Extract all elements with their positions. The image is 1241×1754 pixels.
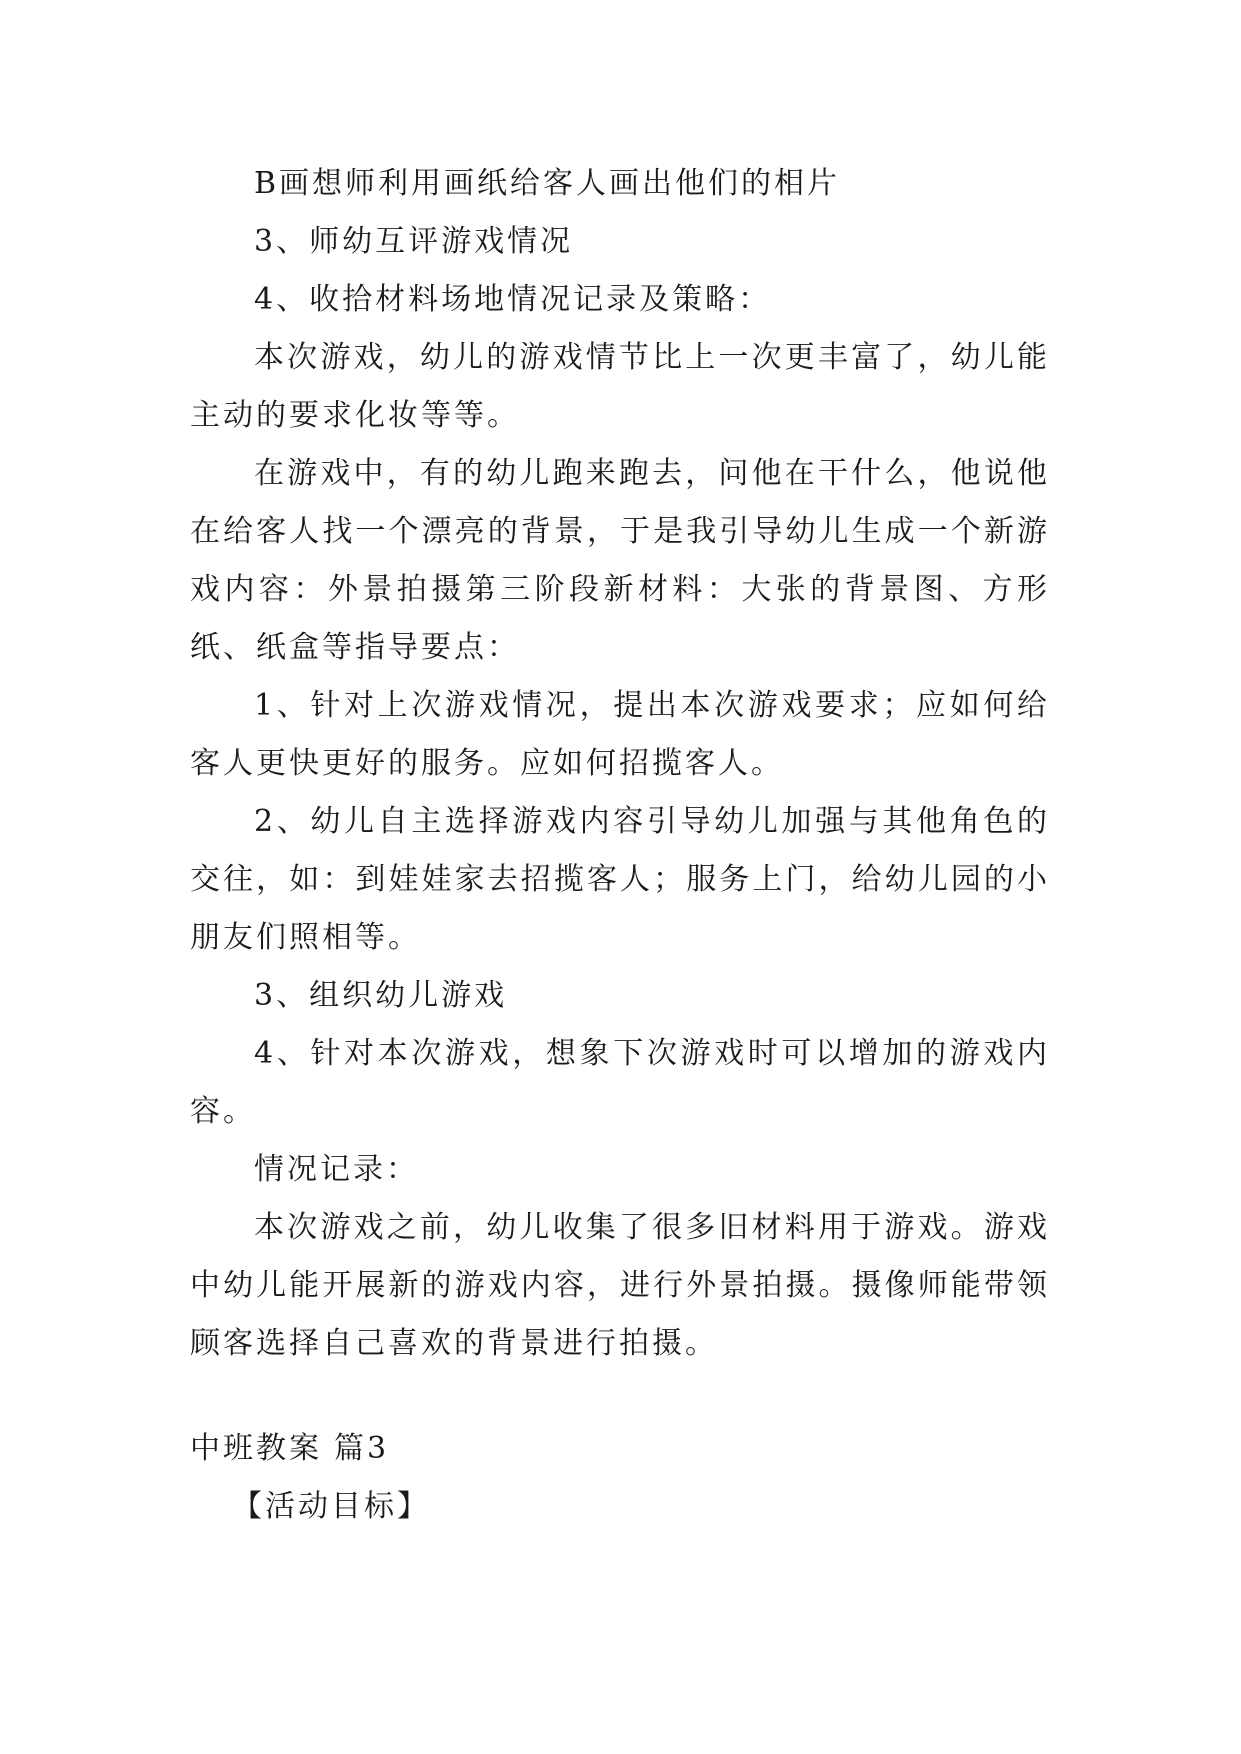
section-number: 篇3 xyxy=(334,1431,390,1466)
paragraph: 情况记录： xyxy=(254,1152,419,1187)
activity-goals-heading: 【活动目标】 xyxy=(232,1489,430,1524)
paragraph: 3、组织幼儿游戏 xyxy=(254,978,508,1013)
section-title: 中班教案 xyxy=(190,1431,322,1466)
paragraph: 在游戏中，有的幼儿跑来跑去，问他在干什么，他说他在给客人找一个漂亮的背景，于是我引导幼儿生成一个新游戏内容：外景拍摄第三阶段新材料：大张的背景图、方形纸、纸盒等指导要点： xyxy=(190,456,1050,665)
paragraph: 1、针对上次游戏情况，提出本次游戏要求；应如何给客人更快更好的服务。应如何招揽客人。 xyxy=(190,688,1050,781)
paragraph: 4、针对本次游戏，想象下次游戏时可以增加的游戏内容。 xyxy=(190,1036,1050,1129)
paragraph: B画想师利用画纸给客人画出他们的相片 xyxy=(254,166,841,201)
paragraph: 2、幼儿自主选择游戏内容引导幼儿加强与其他角色的交往，如：到娃娃家去招揽客人；服务上门，给幼儿园的小朋友们照相等。 xyxy=(190,804,1050,955)
paragraph: 3、师幼互评游戏情况 xyxy=(254,224,574,259)
paragraph: 本次游戏之前，幼儿收集了很多旧材料用于游戏。游戏中幼儿能开展新的游戏内容，进行外景拍摄。摄像师能带领顾客选择自己喜欢的背景进行拍摄。 xyxy=(190,1210,1050,1361)
paragraph: 本次游戏，幼儿的游戏情节比上一次更丰富了，幼儿能主动的要求化妆等等。 xyxy=(190,340,1050,433)
section-heading xyxy=(190,1420,1050,1478)
paragraph: 4、收拾材料场地情况记录及策略： xyxy=(254,282,772,317)
document-body xyxy=(190,155,1050,1536)
